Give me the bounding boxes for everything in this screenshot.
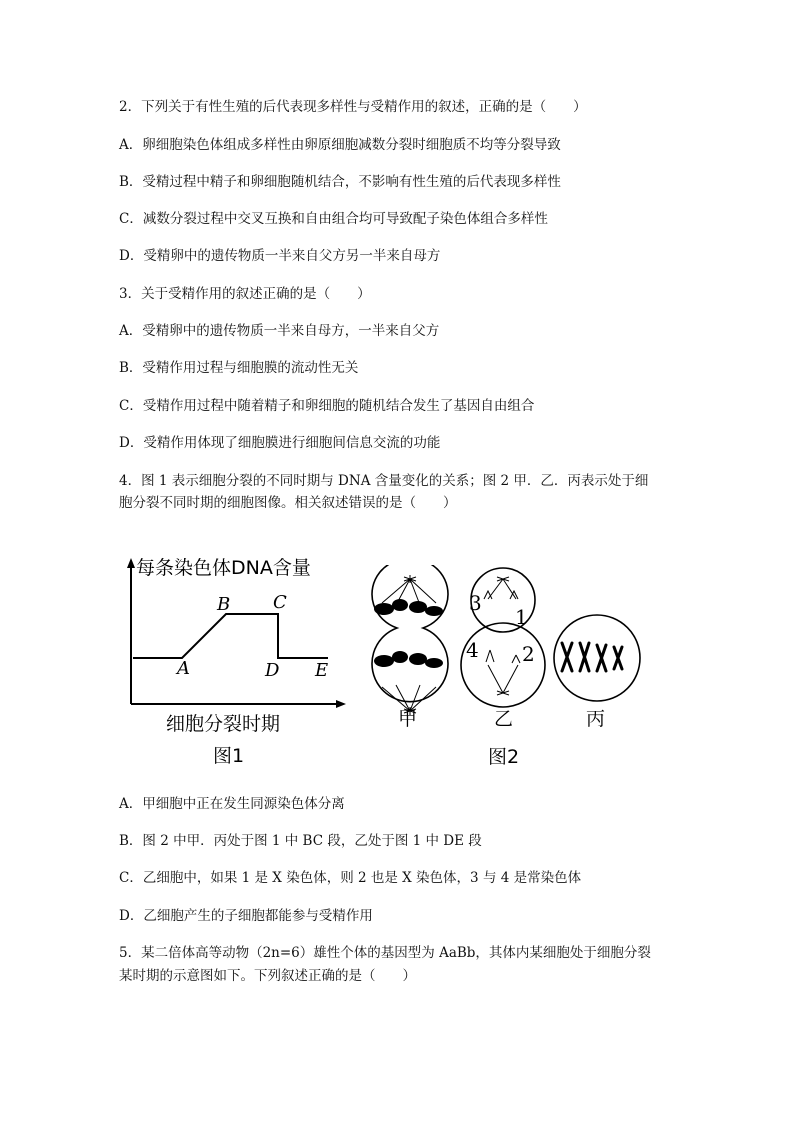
q5-stem-line2: 某时期的示意图如下。下列叙述正确的是（ ）	[119, 968, 416, 984]
q4-stem-line2: 胞分裂不同时期的细胞图像。相关叙述错误的是（ ）	[119, 495, 457, 511]
figure-1	[118, 548, 358, 770]
q4-option-d: D．乙细胞产生的子细胞都能参与受精作用	[119, 908, 373, 924]
q3-stem: 3．关于受精作用的叙述正确的是（ ）	[119, 286, 371, 302]
q3-option-c: C．受精作用过程中随着精子和卵细胞的随机结合发生了基因自由组合	[119, 398, 535, 414]
fig2-caption: 图2	[488, 746, 520, 768]
figure-2	[360, 565, 650, 775]
q4-option-b: B．图 2 中甲．丙处于图 1 中 BC 段，乙处于图 1 中 DE 段	[119, 833, 482, 849]
q2-option-c: C．减数分裂过程中交叉互换和自由组合均可导致配子染色体组合多样性	[119, 211, 548, 227]
fig1-dna-curve	[133, 614, 328, 658]
cell-label-yi: 乙	[494, 708, 514, 730]
fig1-ylabel: 每条染色体DNA含量	[136, 557, 311, 579]
q2-option-d: D．受精卵中的遗传物质一半来自父方另一半来自母方	[119, 248, 441, 264]
fig1-point-e: E	[315, 660, 329, 681]
q3-option-d: D．受精作用体现了细胞膜进行细胞间信息交流的功能	[119, 435, 441, 451]
q2-option-a: A．卵细胞染色体组成多样性由卵原细胞减数分裂时细胞质不均等分裂导致	[119, 137, 561, 153]
cell-label-jia: 甲	[398, 708, 418, 730]
cell-bing	[554, 615, 640, 701]
fig1-point-c: C	[273, 592, 287, 613]
cell-yi-num-4: 4	[466, 638, 479, 662]
q4-option-c: C．乙细胞中，如果 1 是 X 染色体，则 2 也是 X 染色体，3 与 4 是常染色体	[119, 870, 582, 886]
fig1-point-a: A	[177, 658, 190, 679]
cell-yi-num-1: 1	[515, 605, 528, 629]
cell-yi-num-3: 3	[469, 591, 482, 615]
q2-option-b: B．受精过程中精子和卵细胞随机结合，不影响有性生殖的后代表现多样性	[119, 174, 561, 190]
q3-option-a: A．受精卵中的遗传物质一半来自母方，一半来自父方	[119, 323, 440, 339]
q3-option-b: B．受精作用过程与细胞膜的流动性无关	[119, 360, 359, 376]
fig1-point-b: B	[217, 594, 231, 615]
q4-stem-line1: 4．图 1 表示细胞分裂的不同时期与 DNA 含量变化的关系；图 2 甲．乙．丙表示处于细	[119, 473, 649, 489]
fig1-point-d: D	[265, 660, 280, 681]
q4-option-a: A．甲细胞中正在发生同源染色体分离	[119, 796, 345, 812]
q2-stem: 2．下列关于有性生殖的后代表现多样性与受精作用的叙述，正确的是（ ）	[119, 99, 587, 115]
fig1-xlabel: 细胞分裂时期	[166, 713, 281, 735]
fig1-caption: 图1	[213, 745, 245, 767]
cell-label-bing: 丙	[586, 708, 606, 730]
cell-yi-num-2: 2	[522, 642, 535, 666]
cell-jia	[372, 565, 448, 715]
q5-stem-line1: 5．某二倍体高等动物（2n=6）雄性个体的基因型为 AaBb，其体内某细胞处于细胞分裂	[119, 945, 651, 961]
